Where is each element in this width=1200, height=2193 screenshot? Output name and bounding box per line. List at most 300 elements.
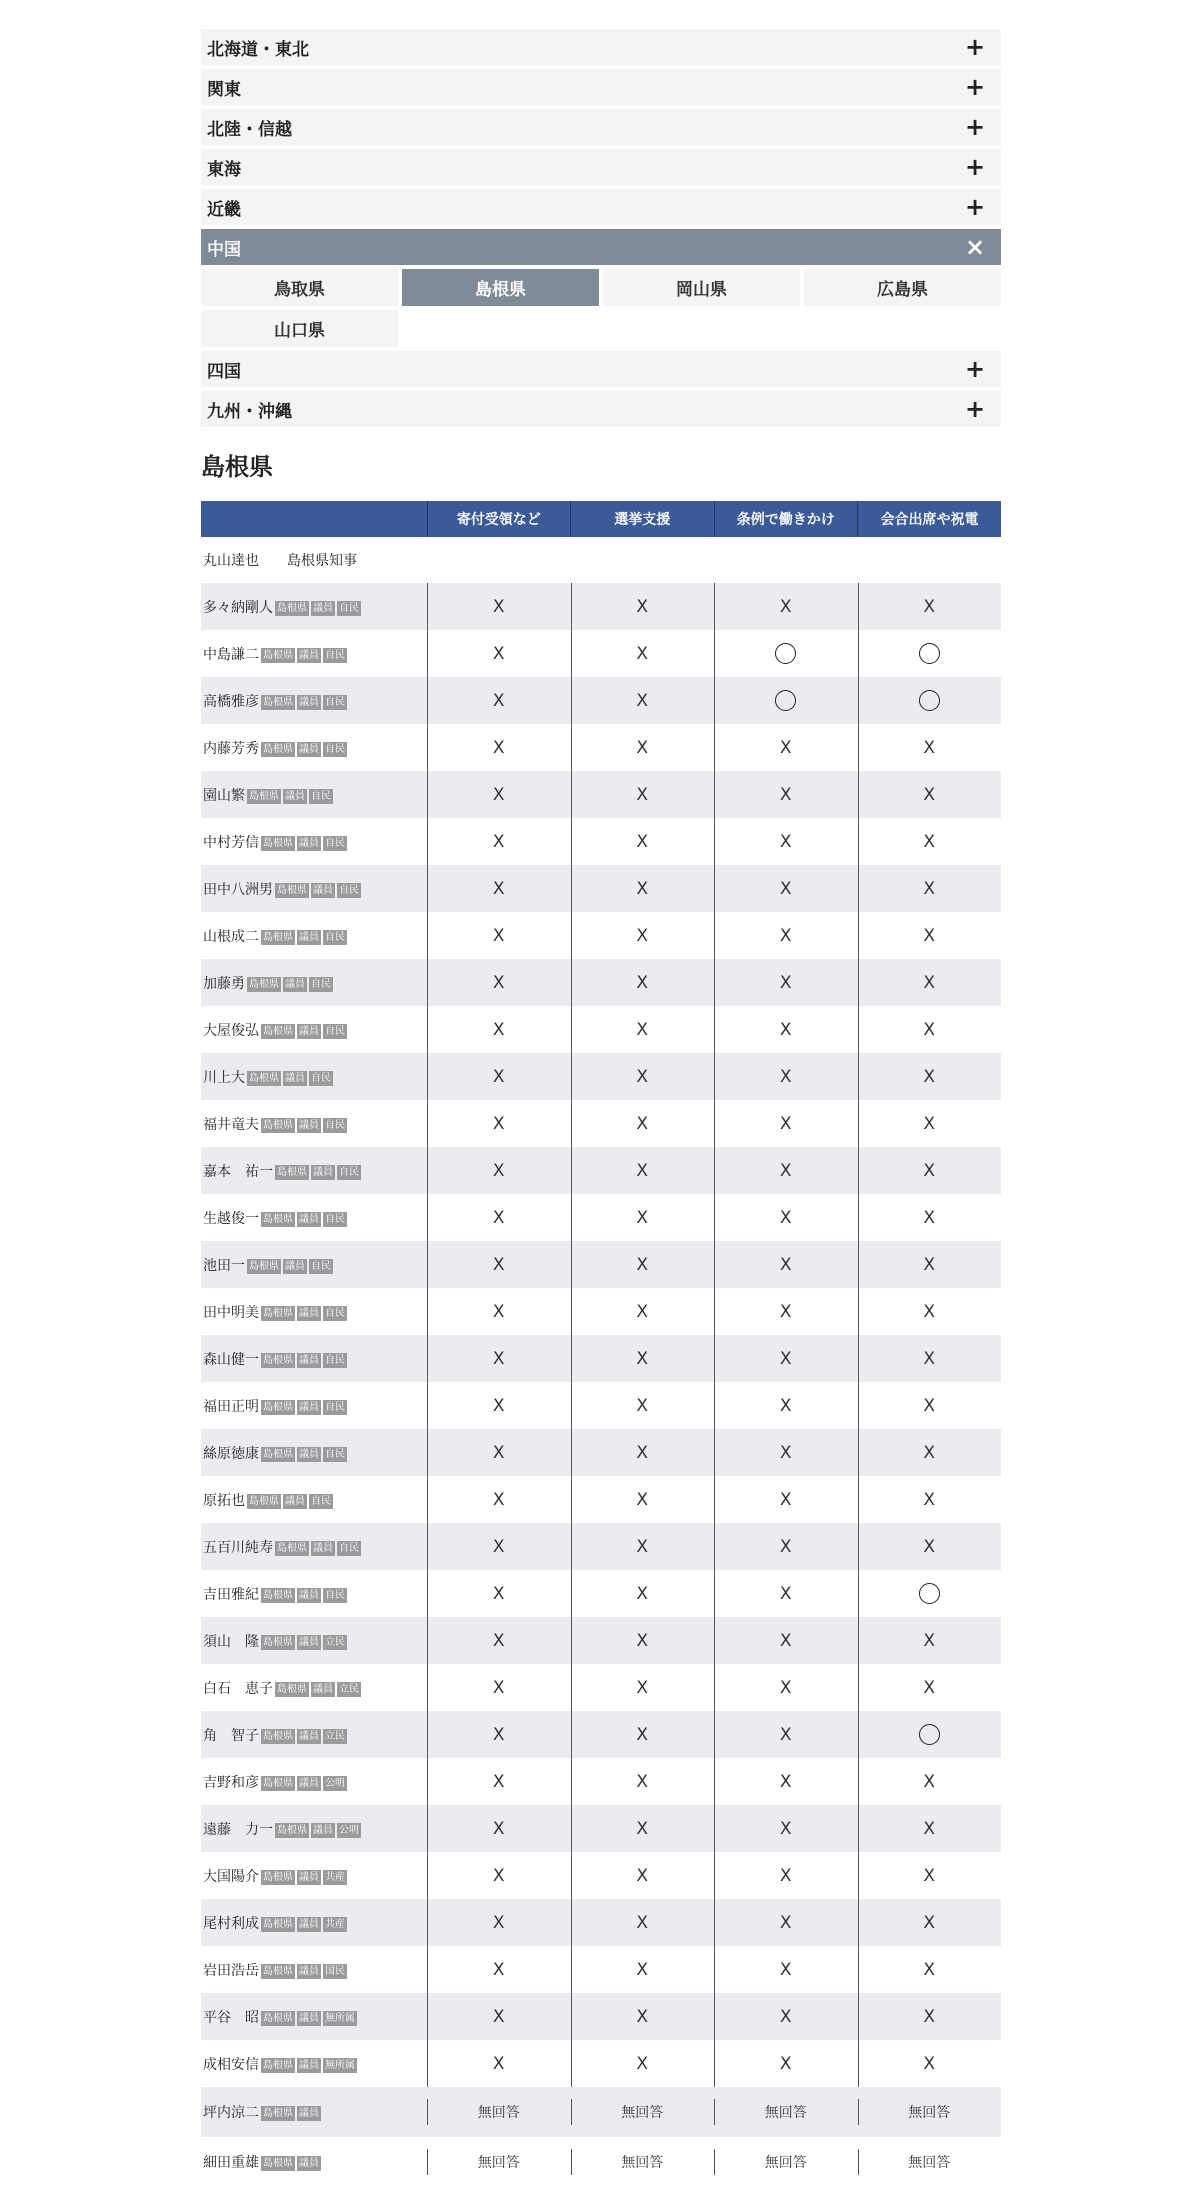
answer-no-cell: X [714, 1335, 858, 1382]
answer-no-cell: X [427, 865, 571, 912]
table-row [201, 1523, 1001, 1570]
member-cell [201, 1805, 427, 1852]
answer-no-cell: X [714, 1476, 858, 1523]
member-cell [201, 1335, 427, 1382]
table-row [201, 1711, 1001, 1758]
region-name: 近畿 [207, 199, 241, 220]
table-row [201, 912, 1001, 959]
member-cell [201, 1758, 427, 1805]
table-row [201, 1664, 1001, 1711]
member-name: 尾村利成 [203, 1915, 259, 1932]
table-row [201, 1100, 1001, 1147]
header-name-col [201, 501, 427, 537]
region-name: 四国 [207, 361, 241, 382]
answer-no-cell: X [571, 583, 715, 630]
member-cell [201, 1147, 427, 1194]
member-tag: 議員 [299, 1448, 319, 1460]
answer-no-cell: X [427, 677, 571, 724]
region-item[interactable] [201, 109, 1001, 145]
answer-no-cell: X [858, 1241, 1002, 1288]
prefecture-tab[interactable]: 山口県 [201, 310, 398, 347]
member-name: 遠藤 力一 [203, 1821, 273, 1838]
member-cell [201, 1241, 427, 1288]
answer-no-cell: X [858, 1523, 1002, 1570]
governor-name: 丸山達也 [203, 553, 259, 569]
prefecture-tab[interactable]: 広島県 [804, 269, 1001, 306]
region-item[interactable] [201, 189, 1001, 225]
answer-no-cell: X [571, 1288, 715, 1335]
answer-no-cell: X [714, 912, 858, 959]
answer-no-cell: X [427, 771, 571, 818]
table-row [201, 1805, 1001, 1852]
member-tag: 島根県 [263, 1589, 293, 1601]
plus-icon[interactable]: + [964, 73, 986, 101]
answer-no-cell: X [714, 1899, 858, 1946]
member-tag: 島根県 [263, 1213, 293, 1225]
table-row [201, 630, 1001, 677]
table-row [201, 1147, 1001, 1194]
member-tag: 議員 [299, 1636, 319, 1648]
answer-no-cell: X [427, 959, 571, 1006]
answer-no-cell: X [571, 1523, 715, 1570]
answer-no-cell: X [858, 1335, 1002, 1382]
answer-no-cell: X [571, 2040, 715, 2087]
plus-icon[interactable]: + [964, 193, 986, 221]
table-row [201, 1429, 1001, 1476]
member-cell [201, 818, 427, 865]
member-tag: 自民 [325, 1307, 345, 1319]
plus-icon[interactable]: + [964, 395, 986, 423]
answer-no-cell: X [858, 818, 1002, 865]
member-tag: 議員 [313, 1824, 333, 1836]
member-tag: 島根県 [249, 790, 279, 802]
member-name: 坪内涼二 [203, 2105, 259, 2121]
answer-no-cell: X [571, 1899, 715, 1946]
answer-no-cell: X [427, 1570, 571, 1617]
member-tag: 島根県 [249, 1495, 279, 1507]
member-tag: 議員 [299, 1119, 319, 1131]
member-tag: 議員 [299, 2059, 319, 2071]
member-cell [201, 1711, 427, 1758]
member-name: 絲原徳康 [203, 1445, 259, 1462]
member-cell [201, 1993, 427, 2040]
member-cell [201, 583, 427, 630]
table-row [201, 2087, 1001, 2137]
member-tag: 議員 [299, 649, 319, 661]
member-name: 山根成二 [203, 928, 259, 945]
region-active[interactable] [201, 229, 1001, 265]
table-row [201, 1993, 1001, 2040]
prefecture-tab[interactable]: 島根県 [402, 269, 599, 306]
member-tag: 自民 [325, 696, 345, 708]
member-name: 嘉本 祐一 [203, 1163, 273, 1180]
table-row [201, 1899, 1001, 1946]
table-row [201, 1758, 1001, 1805]
member-cell [201, 1570, 427, 1617]
member-tag: 議員 [299, 1213, 319, 1225]
answer-no-cell: X [714, 1946, 858, 1993]
answer-no-cell: X [427, 1288, 571, 1335]
member-tag: 島根県 [249, 1260, 279, 1272]
answer-no-cell: X [427, 1194, 571, 1241]
answer-no-cell: X [571, 677, 715, 724]
answer-no-cell: X [571, 1100, 715, 1147]
region-name: 東海 [207, 159, 241, 180]
member-tag: 議員 [285, 1260, 305, 1272]
answer-no-cell: X [858, 1194, 1002, 1241]
member-tag: 議員 [285, 1495, 305, 1507]
answer-no-cell: X [858, 1946, 1002, 1993]
answer-no-cell: X [714, 1241, 858, 1288]
answer-no-cell: X [858, 1664, 1002, 1711]
member-tag: 議員 [299, 1730, 319, 1742]
member-tag: 議員 [299, 2012, 319, 2024]
answer-no-cell: X [571, 1758, 715, 1805]
answer-no-cell: X [571, 1664, 715, 1711]
member-cell [201, 2040, 427, 2087]
member-tag: 島根県 [263, 1730, 293, 1742]
answer-yes-cell [858, 1570, 1002, 1617]
answer-no-cell: X [427, 912, 571, 959]
answer-no-cell: X [858, 1006, 1002, 1053]
header-col: 会合出席や祝電 [858, 501, 1002, 537]
header-col: 条例で働きかけ [714, 501, 858, 537]
no-answer-cell: 無回答 [427, 2137, 571, 2187]
plus-icon[interactable]: + [964, 33, 986, 61]
answer-no-cell: X [714, 1617, 858, 1664]
circle-icon [919, 1583, 940, 1604]
answer-no-cell: X [571, 1476, 715, 1523]
answer-no-cell: X [427, 818, 571, 865]
answer-yes-cell [714, 677, 858, 724]
member-tag: 自民 [325, 931, 345, 943]
table-row [201, 1194, 1001, 1241]
member-cell [201, 1429, 427, 1476]
table-row [201, 959, 1001, 1006]
member-tag: 自民 [325, 1354, 345, 1366]
member-name: 森山健一 [203, 1351, 259, 1368]
member-name: 成相安信 [203, 2056, 259, 2073]
member-name: 加藤勇 [203, 975, 245, 992]
answer-yes-cell [714, 630, 858, 677]
answer-no-cell: X [427, 1899, 571, 1946]
member-name: 中島謙二 [203, 646, 259, 663]
circle-icon [775, 643, 796, 664]
member-tag: 自民 [325, 743, 345, 755]
member-cell [201, 630, 427, 677]
answer-no-cell: X [427, 1523, 571, 1570]
answer-no-cell: X [427, 1382, 571, 1429]
member-cell [201, 2087, 427, 2137]
answer-no-cell: X [858, 2040, 1002, 2087]
member-tag: 島根県 [277, 884, 307, 896]
member-name: 大屋俊弘 [203, 1022, 259, 1039]
answer-no-cell: X [714, 1147, 858, 1194]
answer-no-cell: X [714, 1523, 858, 1570]
member-name: 須山 隆 [203, 1633, 259, 1650]
member-tag: 自民 [311, 1495, 331, 1507]
member-tag: 自民 [339, 1542, 359, 1554]
answer-no-cell: X [714, 724, 858, 771]
region-item[interactable] [201, 29, 1001, 65]
answer-no-cell: X [858, 912, 1002, 959]
member-tag: 議員 [285, 978, 305, 990]
answer-no-cell: X [714, 1288, 858, 1335]
answer-no-cell: X [571, 1147, 715, 1194]
empty-cell [714, 537, 858, 583]
answer-no-cell: X [571, 865, 715, 912]
answer-no-cell: X [714, 959, 858, 1006]
circle-icon [775, 690, 796, 711]
answer-no-cell: X [427, 2040, 571, 2087]
member-name: 岩田浩岳 [203, 1962, 259, 1979]
member-tag: 議員 [299, 1918, 319, 1930]
member-cell [201, 1946, 427, 1993]
answer-no-cell: X [571, 1852, 715, 1899]
member-tag: 自民 [311, 790, 331, 802]
member-tag: 公明 [325, 1777, 345, 1789]
plus-icon[interactable]: + [964, 355, 986, 383]
region-item[interactable] [201, 149, 1001, 185]
member-tag: 自民 [325, 1448, 345, 1460]
answer-no-cell: X [427, 1100, 571, 1147]
member-tag: 島根県 [277, 1166, 307, 1178]
member-tag: 議員 [299, 696, 319, 708]
member-cell [201, 912, 427, 959]
answer-no-cell: X [714, 1194, 858, 1241]
member-cell [201, 1382, 427, 1429]
answer-no-cell: X [858, 1617, 1002, 1664]
answer-no-cell: X [858, 1429, 1002, 1476]
empty-cell [427, 537, 571, 583]
answer-no-cell: X [571, 724, 715, 771]
answer-no-cell: X [427, 630, 571, 677]
member-tag: 議員 [299, 1871, 319, 1883]
header-col: 寄付受領など [427, 501, 571, 537]
member-tag: 島根県 [263, 1354, 293, 1366]
answer-no-cell: X [714, 1993, 858, 2040]
no-answer-cell: 無回答 [858, 2137, 1002, 2187]
member-tag: 自民 [339, 884, 359, 896]
member-cell [201, 1476, 427, 1523]
member-cell [201, 1664, 427, 1711]
empty-cell [858, 537, 1002, 583]
member-tag: 議員 [299, 2158, 319, 2169]
table-row [201, 771, 1001, 818]
member-name: 園山繁 [203, 787, 245, 804]
member-tag: 議員 [299, 837, 319, 849]
answer-no-cell: X [858, 1382, 1002, 1429]
answer-no-cell: X [858, 1147, 1002, 1194]
answer-no-cell: X [571, 1993, 715, 2040]
member-tag: 議員 [313, 1542, 333, 1554]
member-tag: 自民 [325, 1213, 345, 1225]
member-tag: 無所属 [325, 2059, 355, 2071]
answer-no-cell: X [714, 1805, 858, 1852]
region-name: 北海道・東北 [207, 39, 309, 60]
member-tag: 議員 [285, 790, 305, 802]
member-tag: 立民 [339, 1683, 359, 1695]
member-tag: 議員 [299, 2108, 319, 2119]
answer-no-cell: X [858, 1852, 1002, 1899]
answer-no-cell: X [714, 1852, 858, 1899]
section-title: 島根県 [201, 453, 273, 481]
member-name: 白石 恵子 [203, 1680, 273, 1697]
circle-icon [919, 1724, 940, 1745]
member-tag: 島根県 [263, 837, 293, 849]
member-tag: 島根県 [263, 1307, 293, 1319]
member-tag: 議員 [285, 1072, 305, 1084]
region-name: 北陸・信越 [207, 119, 292, 140]
table-row [201, 583, 1001, 630]
member-tag: 立民 [325, 1636, 345, 1648]
member-tag: 島根県 [263, 1636, 293, 1648]
table-row [201, 1288, 1001, 1335]
answer-no-cell: X [571, 1194, 715, 1241]
member-cell [201, 1523, 427, 1570]
member-tag: 自民 [325, 837, 345, 849]
prefecture-grid [201, 269, 1001, 347]
member-name: 多々納剛人 [203, 599, 273, 616]
region-item[interactable] [201, 69, 1001, 105]
answer-no-cell: X [427, 1852, 571, 1899]
member-tag: 公明 [339, 1824, 359, 1836]
prefecture-tab[interactable]: 岡山県 [603, 269, 800, 306]
member-tag: 島根県 [249, 1072, 279, 1084]
member-cell [201, 1100, 427, 1147]
member-name: 福井竜夫 [203, 1116, 259, 1133]
member-cell [201, 1617, 427, 1664]
answer-no-cell: X [858, 1805, 1002, 1852]
member-tag: 議員 [299, 743, 319, 755]
answer-no-cell: X [714, 1053, 858, 1100]
plus-icon[interactable]: + [964, 153, 986, 181]
answer-no-cell: X [571, 1006, 715, 1053]
member-tag: 島根県 [277, 1683, 307, 1695]
table-row [201, 1335, 1001, 1382]
answer-no-cell: X [427, 1147, 571, 1194]
plus-icon[interactable]: + [964, 113, 986, 141]
member-tag: 議員 [313, 602, 333, 614]
header-col: 選挙支援 [571, 501, 715, 537]
table-row [201, 1617, 1001, 1664]
member-cell [201, 1288, 427, 1335]
answer-no-cell: X [427, 583, 571, 630]
close-icon[interactable]: × [964, 233, 986, 261]
member-name: 池田一 [203, 1257, 245, 1274]
member-tag: 自民 [311, 1072, 331, 1084]
answer-no-cell: X [714, 1758, 858, 1805]
region-item[interactable] [201, 391, 1001, 427]
answer-no-cell: X [858, 1288, 1002, 1335]
member-tag: 島根県 [263, 1448, 293, 1460]
member-tag: 議員 [299, 1307, 319, 1319]
table-row [201, 1946, 1001, 1993]
answer-no-cell: X [571, 630, 715, 677]
answer-no-cell: X [571, 1946, 715, 1993]
answer-no-cell: X [427, 1946, 571, 1993]
answer-no-cell: X [858, 1476, 1002, 1523]
answer-no-cell: X [571, 1429, 715, 1476]
member-tag: 自民 [311, 1260, 331, 1272]
member-cell [201, 959, 427, 1006]
answer-no-cell: X [427, 1335, 571, 1382]
no-answer-cell: 無回答 [714, 2137, 858, 2187]
answer-no-cell: X [858, 1758, 1002, 1805]
member-tag: 議員 [313, 884, 333, 896]
answer-no-cell: X [427, 1993, 571, 2040]
member-name: 田中明美 [203, 1304, 259, 1321]
answer-no-cell: X [571, 1617, 715, 1664]
member-name: 福田正明 [203, 1398, 259, 1415]
member-tag: 島根県 [277, 1824, 307, 1836]
answer-no-cell: X [427, 724, 571, 771]
answer-no-cell: X [427, 1617, 571, 1664]
region-name: 関東 [207, 79, 241, 100]
answer-no-cell: X [571, 1241, 715, 1288]
member-cell [201, 1053, 427, 1100]
member-tag: 島根県 [263, 2059, 293, 2071]
table-row [201, 865, 1001, 912]
member-tag: 島根県 [263, 1401, 293, 1413]
member-tag: 議員 [299, 1965, 319, 1977]
member-tag: 島根県 [277, 602, 307, 614]
member-tag: 議員 [299, 1589, 319, 1601]
answer-no-cell: X [427, 1805, 571, 1852]
member-tag: 島根県 [277, 1542, 307, 1554]
governor-post: 島根県知事 [287, 553, 357, 569]
member-tag: 議員 [313, 1683, 333, 1695]
table-row [201, 1241, 1001, 1288]
table-header [201, 501, 1001, 537]
member-name: 内藤芳秀 [203, 740, 259, 757]
answer-no-cell: X [427, 1711, 571, 1758]
member-tag: 島根県 [263, 931, 293, 943]
answer-no-cell: X [714, 1664, 858, 1711]
member-tag: 島根県 [249, 978, 279, 990]
region-item[interactable] [201, 351, 1001, 387]
table-row [201, 1006, 1001, 1053]
member-tag: 共産 [325, 1918, 345, 1930]
no-answer-cell: 無回答 [427, 2087, 571, 2137]
prefecture-tab[interactable]: 鳥取県 [201, 269, 398, 306]
member-tag: 島根県 [263, 2012, 293, 2024]
member-tag: 自民 [325, 1401, 345, 1413]
no-answer-cell: 無回答 [571, 2137, 715, 2187]
answer-no-cell: X [714, 865, 858, 912]
member-name: 吉野和彦 [203, 1774, 259, 1791]
member-name: 田中八洲男 [203, 881, 273, 898]
member-tag: 島根県 [263, 1777, 293, 1789]
table-row [201, 677, 1001, 724]
answer-no-cell: X [714, 1006, 858, 1053]
member-tag: 国民 [325, 1965, 345, 1977]
member-cell [201, 865, 427, 912]
member-tag: 自民 [339, 602, 359, 614]
member-tag: 島根県 [263, 696, 293, 708]
member-cell [201, 2137, 427, 2187]
member-tag: 議員 [299, 1401, 319, 1413]
member-name: 中村芳信 [203, 834, 259, 851]
region-name: 九州・沖縄 [207, 401, 292, 422]
answer-yes-cell [858, 630, 1002, 677]
region-list-top [201, 29, 1001, 225]
member-name: 平谷 昭 [203, 2009, 259, 2026]
member-tag: 島根県 [263, 1965, 293, 1977]
member-tag: 自民 [325, 1119, 345, 1131]
answer-no-cell: X [714, 1429, 858, 1476]
answer-no-cell: X [858, 959, 1002, 1006]
